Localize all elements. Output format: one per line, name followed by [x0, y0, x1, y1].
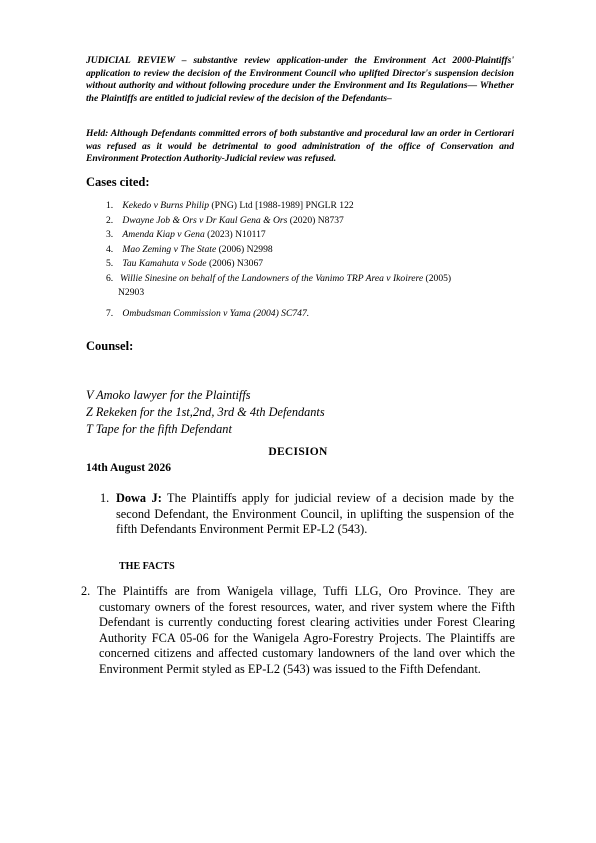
decision-date: 14th August 2026: [86, 462, 171, 474]
case-number: 3.: [106, 229, 114, 240]
case-number: 6.: [106, 272, 114, 284]
cases-list: [106, 199, 516, 321]
paragraph-1: [100, 491, 514, 538]
case-citation: (2006) N2998: [216, 243, 273, 255]
counsel-heading: Counsel:: [86, 339, 134, 353]
cases-cited-heading: Cases cited:: [86, 175, 150, 189]
counsel-entry: T Tape for the fifth Defendant: [86, 422, 232, 436]
counsel-entry: Z Rekeken for the 1st,2nd, 3rd & 4th Defendants: [86, 405, 325, 419]
headnote-held: Held: Although Defendants committed errors of both substantive and procedural law an order in Certiorari was refused as it would be detrimental to good administration of the office of Conservation and Environment Protection Authority-Judicial review was refused.: [86, 128, 514, 165]
case-number: 5.: [106, 258, 114, 269]
case-item: [106, 228, 516, 243]
judge-name: Dowa J:: [116, 491, 162, 505]
case-number: 4.: [106, 243, 114, 255]
decision-heading: DECISION: [268, 446, 328, 458]
case-item: [106, 199, 516, 214]
paragraph-text: The Plaintiffs apply for judicial review of a decision made by the second Defendant, the Environment Council, in uplifting the suspension of the fifth Defendants Environment Permit EP-L2 (543).: [116, 491, 514, 537]
case-citation: (2023) N10117: [204, 229, 266, 240]
case-item: [106, 243, 516, 258]
paragraph-number: 1.: [100, 491, 110, 505]
case-item: [106, 214, 516, 229]
case-item: [106, 257, 516, 272]
case-name: Mao Zeming v The State: [122, 243, 217, 255]
counsel-list: [86, 387, 325, 438]
facts-heading: THE FACTS: [119, 561, 175, 572]
case-name: Willie Sinesine on behalf of the Landowners of the Vanimo TRP Area v Ikoirere: [120, 272, 424, 284]
case-number: 2.: [106, 214, 114, 226]
case-item: [106, 307, 516, 322]
case-name: Kekedo v Burns Philip: [122, 200, 209, 211]
paragraph-2: [81, 584, 515, 678]
case-citation: (PNG) Ltd [1988-1989] PNGLR 122: [209, 200, 354, 211]
case-item: [106, 272, 516, 301]
case-name: Tau Kamahuta v Sode: [122, 258, 207, 269]
case-citation: (2005): [423, 272, 452, 284]
case-citation: (2006) N3067: [206, 258, 264, 269]
counsel-entry: V Amoko lawyer for the Plaintiffs: [86, 388, 251, 402]
case-number: 7.: [106, 307, 114, 319]
case-name: Ombudsman Commission v Yama (2004) SC747.: [122, 307, 310, 319]
paragraph-text: 2. The Plaintiffs are from Wanigela village, Tuffi LLG, Oro Province. They are customary owners of the forest resources, water, and river system where the Fifth Defendant is currently conducting forest clearing activities under Forest Clearing Authority FCA 05-06 for the Wanigela Agro-Forestry Projects. The Plaintiffs are concerned citizens and affected customary landowners of the land over which the Environment Permit styled as EP-L2 (543) was issued to the Fifth Defendant.: [81, 584, 515, 676]
case-citation-continued: N2903: [118, 287, 145, 298]
case-citation: (2020) N8737: [287, 214, 344, 226]
case-name: Dwayne Job & Ors v Dr Kaul Gena & Ors: [122, 214, 288, 226]
case-number: 1.: [106, 200, 114, 211]
case-name: Amenda Kiap v Gena: [122, 229, 205, 240]
headnote-intro: JUDICIAL REVIEW – substantive review application-under the Environment Act 2000-Plaintiffs' application to review the decision of the Environment Council who uplifted Director's suspension decision without authority and without following procedure under the Environment and Its Regulations— Whether the Plaintiffs are entitled to judicial review of the decision of the Defendants–: [86, 55, 514, 104]
